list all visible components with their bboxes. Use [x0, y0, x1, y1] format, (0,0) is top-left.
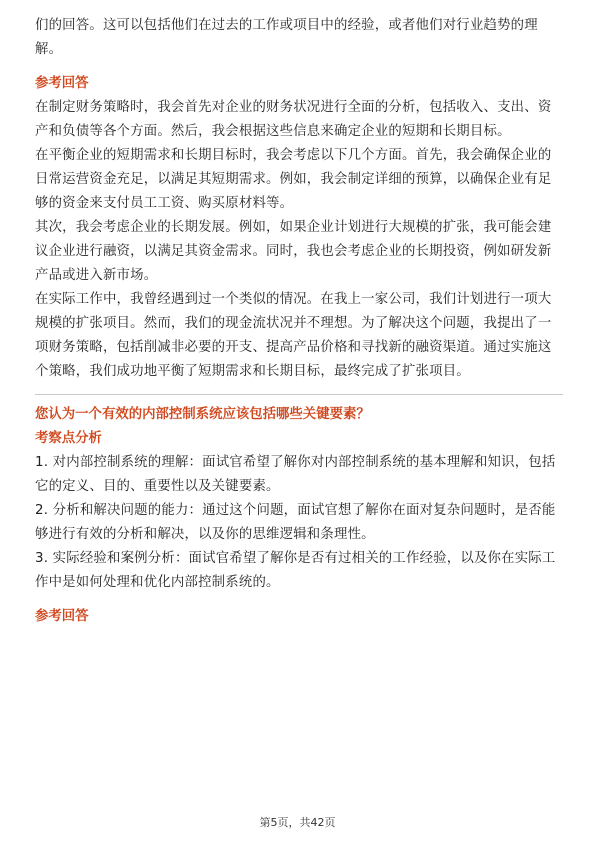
answer-paragraph: 在实际工作中，我曾经遇到过一个类似的情况。在我上一家公司，我们计划进行一项大规模的扩张项目。然而，我们的现金流状况并不理想。为了解决这个问题，我提出了一项财务策略，包括削减非必要的开支、提高产品价格和寻找新的融资渠道。通过实施这个策略，我们成功地平衡了短期需求和长期目标，最终完成了扩张项目。 — [35, 292, 552, 379]
page-number: 第5页，共42页 — [259, 816, 336, 829]
section-divider — [35, 394, 563, 395]
question-title: 您认为一个有效的内部控制系统应该包括哪些关键要素？ — [35, 407, 370, 422]
answer-paragraph: 其次，我会考虑企业的长期发展。例如，如果企业计划进行大规模的扩张，我可能会建议企业进行融资，以满足其资金需求。同时，我也会考虑企业的长期投资，例如研发新产品或进入新市场。 — [35, 220, 552, 283]
analysis-heading: 考察点分析 — [35, 431, 102, 446]
answer-paragraph: 在制定财务策略时，我会首先对企业的财务状况进行全面的分析，包括收入、支出、资产和负债等各个方面。然后，我会根据这些信息来确定企业的短期和长期目标。 — [35, 100, 552, 139]
analysis-item: 2. 分析和解决问题的能力：通过这个问题，面试官想了解你在面对复杂问题时，是否能够进行有效的分析和解决，以及你的思维逻辑和条理性。 — [35, 503, 556, 542]
intro-continuation: 们的回答。这可以包括他们在过去的工作或项目中的经验，或者他们对行业趋势的理解。 — [35, 18, 538, 57]
analysis-item: 3. 实际经验和案例分析：面试官希望了解你是否有过相关的工作经验，以及你在实际工作中是如何处理和优化内部控制系统的。 — [35, 551, 556, 590]
reference-answer-heading: 参考回答 — [35, 76, 89, 91]
reference-answer-heading: 参考回答 — [35, 609, 89, 624]
answer-paragraph: 在平衡企业的短期需求和长期目标时，我会考虑以下几个方面。首先，我会确保企业的日常运营资金充足，以满足其短期需求。例如，我会制定详细的预算，以确保企业有足够的资金来支付员工工资、购买原材料等。 — [35, 148, 552, 211]
analysis-item: 1. 对内部控制系统的理解：面试官希望了解你对内部控制系统的基本理解和知识，包括它的定义、目的、重要性以及关键要素。 — [35, 455, 556, 494]
page-content — [35, 14, 563, 629]
